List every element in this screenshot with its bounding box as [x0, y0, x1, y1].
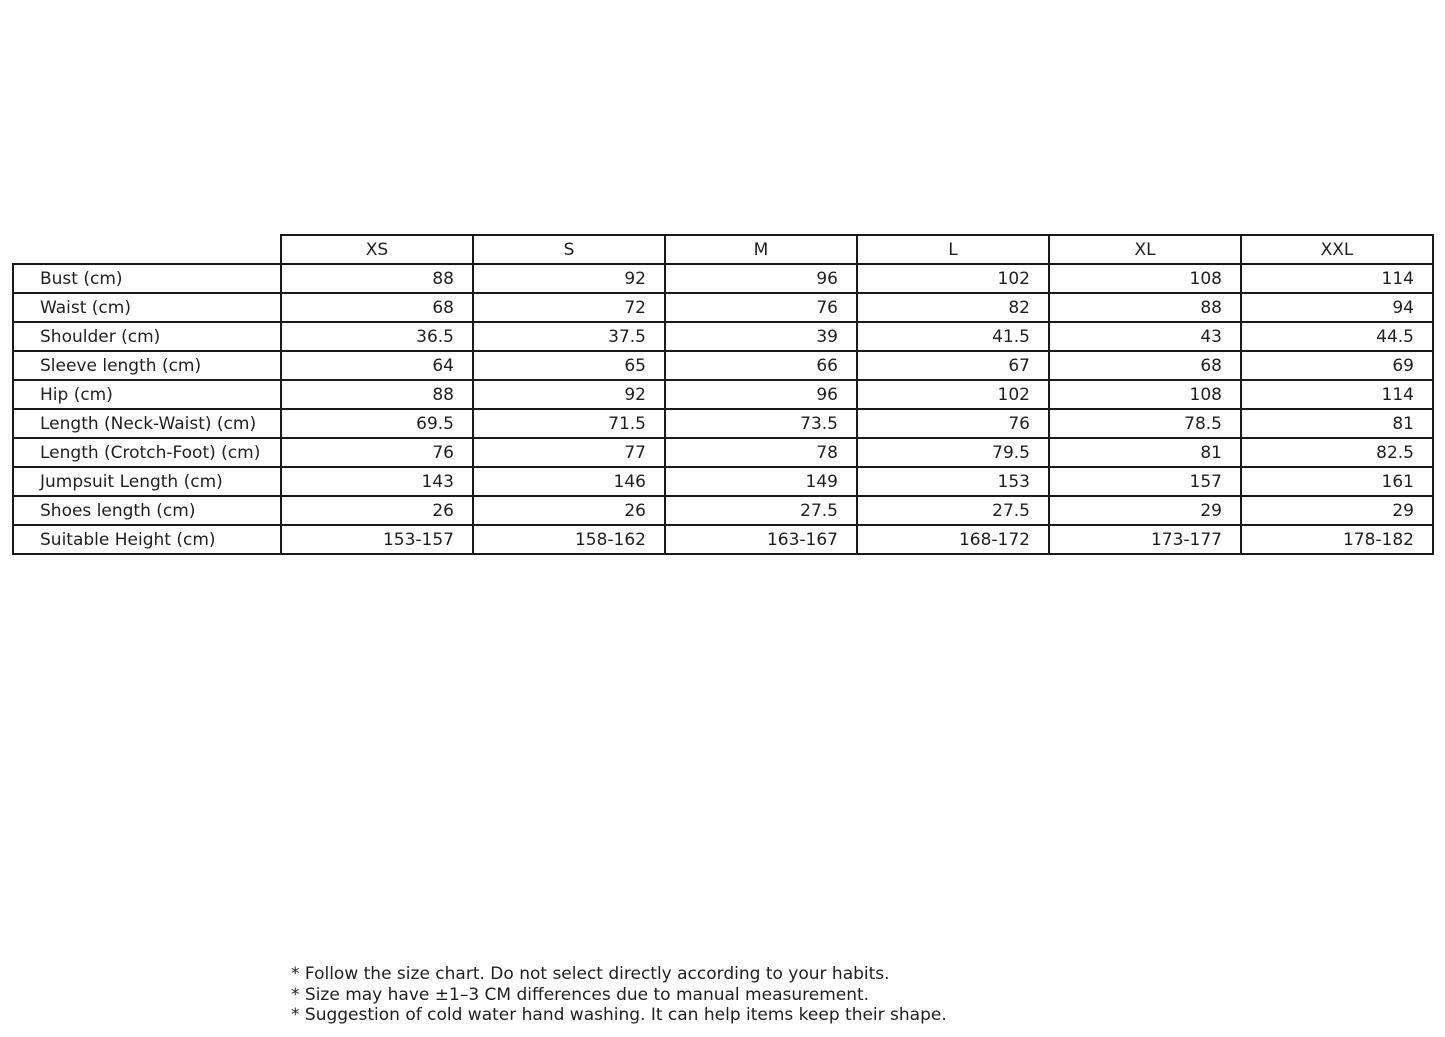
- table-cell: 26: [473, 496, 665, 525]
- note-follow-size-chart: * Follow the size chart. Do not select directly according to your habits.: [291, 964, 890, 984]
- table-cell: 82: [857, 293, 1049, 322]
- table-cell: 39: [665, 322, 857, 351]
- row-label: Jumpsuit Length (cm): [13, 467, 281, 496]
- header-corner-cell: [13, 235, 281, 264]
- table-row: [13, 438, 1433, 467]
- table-cell: 163-167: [665, 525, 857, 554]
- table-cell: 79.5: [857, 438, 1049, 467]
- table-cell: 29: [1241, 496, 1433, 525]
- table-cell: 77: [473, 438, 665, 467]
- table-cell: 146: [473, 467, 665, 496]
- table-cell: 158-162: [473, 525, 665, 554]
- table-cell: 78: [665, 438, 857, 467]
- table-cell: 72: [473, 293, 665, 322]
- table-cell: 161: [1241, 467, 1433, 496]
- table-cell: 96: [665, 264, 857, 293]
- row-label: Shoulder (cm): [13, 322, 281, 351]
- table-cell: 37.5: [473, 322, 665, 351]
- table-cell: 27.5: [665, 496, 857, 525]
- table-cell: 76: [857, 409, 1049, 438]
- size-header-xxl: XXL: [1241, 235, 1433, 264]
- table-cell: 92: [473, 264, 665, 293]
- table-cell: 67: [857, 351, 1049, 380]
- table-cell: 168-172: [857, 525, 1049, 554]
- table-cell: 143: [281, 467, 473, 496]
- size-header-l: L: [857, 235, 1049, 264]
- table-cell: 66: [665, 351, 857, 380]
- table-cell: 88: [1049, 293, 1241, 322]
- size-header-xl: XL: [1049, 235, 1241, 264]
- size-header-row: [13, 235, 1433, 264]
- table-row: [13, 380, 1433, 409]
- size-chart-header: [13, 235, 1433, 264]
- table-cell: 81: [1049, 438, 1241, 467]
- table-cell: 108: [1049, 264, 1241, 293]
- table-cell: 96: [665, 380, 857, 409]
- table-cell: 178-182: [1241, 525, 1433, 554]
- table-cell: 71.5: [473, 409, 665, 438]
- table-cell: 157: [1049, 467, 1241, 496]
- table-cell: 102: [857, 264, 1049, 293]
- note-measurement-difference: * Size may have ±1–3 CM differences due to manual measurement.: [291, 984, 870, 1005]
- table-cell: 76: [281, 438, 473, 467]
- table-cell: 94: [1241, 293, 1433, 322]
- table-row: [13, 525, 1433, 554]
- size-header-m: M: [665, 235, 857, 264]
- table-cell: 44.5: [1241, 322, 1433, 351]
- note-washing-suggestion: * Suggestion of cold water hand washing. It can help items keep their shape.: [291, 1005, 947, 1025]
- table-cell: 81: [1241, 409, 1433, 438]
- row-label: Sleeve length (cm): [13, 351, 281, 380]
- table-cell: 36.5: [281, 322, 473, 351]
- table-row: [13, 293, 1433, 322]
- care-notes: [291, 964, 947, 1026]
- table-row: [13, 467, 1433, 496]
- row-label: Hip (cm): [13, 380, 281, 409]
- table-row: [13, 409, 1433, 438]
- table-cell: 114: [1241, 380, 1433, 409]
- table-cell: 153-157: [281, 525, 473, 554]
- table-row: [13, 322, 1433, 351]
- table-cell: 92: [473, 380, 665, 409]
- table-cell: 114: [1241, 264, 1433, 293]
- table-cell: 73.5: [665, 409, 857, 438]
- table-row: [13, 351, 1433, 380]
- table-row: [13, 496, 1433, 525]
- table-cell: 64: [281, 351, 473, 380]
- row-label: Length (Neck-Waist) (cm): [13, 409, 281, 438]
- table-row: [13, 264, 1433, 293]
- table-cell: 76: [665, 293, 857, 322]
- table-cell: 69: [1241, 351, 1433, 380]
- table-cell: 153: [857, 467, 1049, 496]
- table-cell: 102: [857, 380, 1049, 409]
- table-cell: 65: [473, 351, 665, 380]
- table-cell: 69.5: [281, 409, 473, 438]
- size-header-s: S: [473, 235, 665, 264]
- table-cell: 108: [1049, 380, 1241, 409]
- table-cell: 78.5: [1049, 409, 1241, 438]
- size-chart-body: [13, 264, 1433, 554]
- table-cell: 43: [1049, 322, 1241, 351]
- size-header-xs: XS: [281, 235, 473, 264]
- table-cell: 68: [281, 293, 473, 322]
- row-label: Waist (cm): [13, 293, 281, 322]
- row-label: Length (Crotch-Foot) (cm): [13, 438, 281, 467]
- table-cell: 82.5: [1241, 438, 1433, 467]
- table-cell: 68: [1049, 351, 1241, 380]
- row-label: Suitable Height (cm): [13, 525, 281, 554]
- row-label: Bust (cm): [13, 264, 281, 293]
- table-cell: 27.5: [857, 496, 1049, 525]
- table-cell: 88: [281, 380, 473, 409]
- table-cell: 41.5: [857, 322, 1049, 351]
- table-cell: 88: [281, 264, 473, 293]
- table-cell: 149: [665, 467, 857, 496]
- table-cell: 26: [281, 496, 473, 525]
- row-label: Shoes length (cm): [13, 496, 281, 525]
- size-chart-table: [12, 234, 1434, 555]
- table-cell: 173-177: [1049, 525, 1241, 554]
- table-cell: 29: [1049, 496, 1241, 525]
